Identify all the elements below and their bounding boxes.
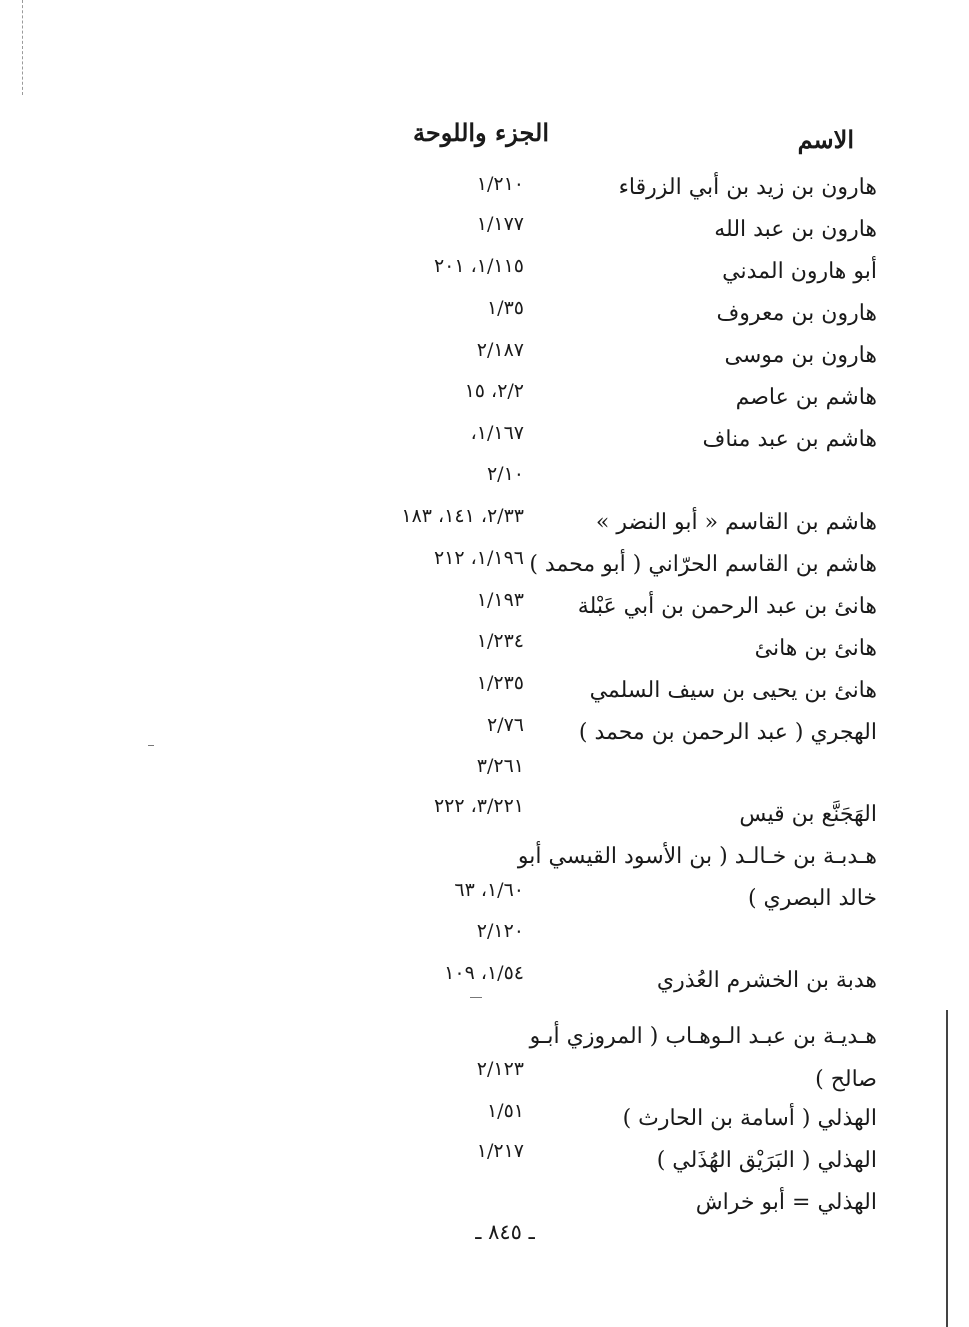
entry-ref: ١/٥١ — [486, 1100, 524, 1122]
page-number: ـ ٨٤٥ ـ — [475, 1220, 535, 1244]
entry-name: الهجري ( عبد الرحمن بن محمد ) — [578, 720, 877, 745]
entry-name: الهذلي = أبو خراش — [695, 1190, 877, 1215]
entry-name: هاشم بن عبد مناف — [702, 427, 877, 452]
entry-ref: ٢/٧٦ — [486, 714, 524, 736]
entry-ref: ١/٦٠، ٦٣ — [454, 879, 524, 901]
entry-name: الهذلي ( البَرَيْق الهُذَلي ) — [656, 1148, 877, 1173]
entry-ref: ١/٢٣٤ — [476, 630, 524, 652]
entry-ref: ٢/١٠ — [486, 463, 524, 485]
scan-speck — [470, 997, 482, 998]
entry-name: هاشم بن عاصم — [735, 385, 877, 410]
entry-name: هدبة بن الخشرم العُذري — [656, 968, 877, 993]
entry-name: هاشم بن القاسم « أبو النضر » — [595, 510, 877, 535]
entry-name: هانئ بن عبد الرحمن بن أبي عَبْلة — [577, 594, 877, 619]
entry-name: هانئ بن هانئ — [754, 636, 877, 661]
entry-name: الهذلي ( أسامة بن الحارث ) — [622, 1106, 877, 1131]
scan-edge-right — [946, 1010, 948, 1327]
entry-name: الهَجَنَّع بن قيس — [739, 802, 877, 827]
entry-name: صالح ) — [815, 1067, 877, 1092]
entry-ref: ٢/١٢٣ — [476, 1058, 524, 1080]
entry-ref: ١/١٧٧ — [476, 213, 524, 235]
entry-ref: ٢/١٢٠ — [476, 920, 524, 942]
entry-ref: ٢/٢، ١٥ — [464, 380, 524, 402]
entry-ref: ٣/٢٦١ — [476, 755, 524, 777]
entry-name: هارون بن معروف — [716, 301, 877, 326]
scan-edge-left — [22, 0, 23, 95]
entry-name: هانئ بن يحيى بن سيف السلمي — [589, 678, 877, 703]
entry-ref: ٣/٢٢١، ٢٢٢ — [433, 795, 524, 817]
entry-ref: ١/١١٥، ٢٠١ — [433, 255, 524, 277]
entry-ref: ١/٢١٠ — [476, 173, 524, 195]
reference-column-header: الجزء واللوحة — [413, 118, 549, 147]
entry-ref: ٢/٣٣، ١٤١، ١٨٣ — [401, 505, 524, 527]
entry-name: هارون بن عبد الله — [714, 217, 877, 242]
entry-name: هارون بن زيد بن أبي الزرقاء — [618, 175, 877, 200]
name-column-header: الاسم — [797, 125, 854, 154]
entry-name: هاشم بن القاسم الحرّاني ( أبو محمد ) — [529, 552, 877, 577]
entry-ref: ١/١٦٧، — [470, 422, 524, 444]
entry-ref: ١/٥٤، ١٠٩ — [444, 962, 524, 984]
entry-ref: ٢/١٨٧ — [476, 339, 524, 361]
scan-speck — [148, 745, 154, 746]
entry-name: هـديـة بن عبـد الـوهـاب ( المروزي أبـو — [529, 1024, 877, 1049]
entry-ref: ١/٣٥ — [486, 297, 524, 319]
entry-ref: ١/٢١٧ — [476, 1140, 524, 1162]
entry-ref: ١/١٩٦، ٢١٢ — [433, 547, 524, 569]
entry-name: خالد البصري ) — [747, 886, 877, 911]
entry-ref: ١/٢٣٥ — [476, 672, 524, 694]
entry-ref: ١/١٩٣ — [476, 589, 524, 611]
entry-name: أبو هارون المدني — [722, 259, 877, 284]
entry-name: هـدبـة بن خـالـد ( بن الأسود القيسي أبو — [517, 844, 877, 869]
entry-name: هارون بن موسى — [724, 343, 877, 368]
